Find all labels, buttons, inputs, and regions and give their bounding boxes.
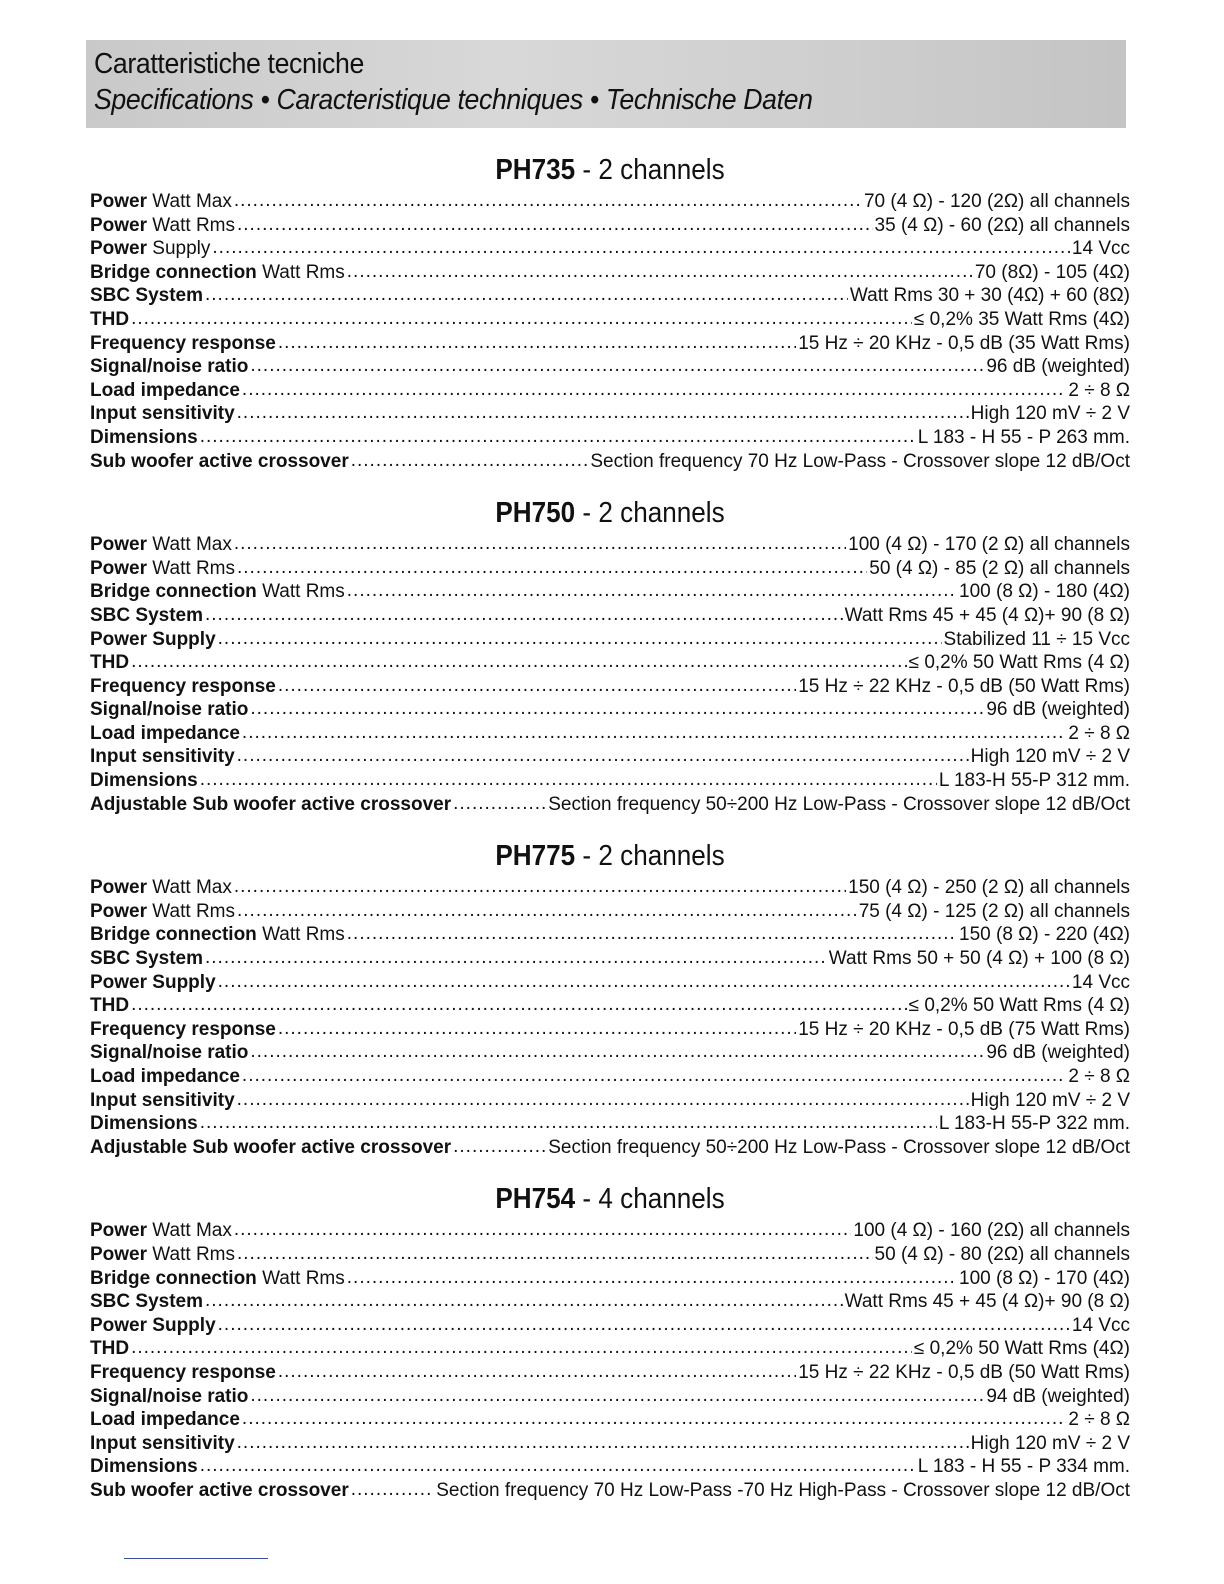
spec-value: ≤ 0,2% 35 Watt Rms (4Ω) — [913, 308, 1130, 330]
spec-label-bold: Bridge connection — [90, 581, 257, 603]
spec-row — [90, 214, 1130, 238]
spec-label-bold: Load impedance — [90, 722, 240, 744]
spec-row — [90, 557, 1130, 581]
spec-label-bold: Dimensions — [90, 1456, 198, 1478]
spec-label — [90, 1408, 240, 1432]
spec-value: 96 dB (weighted) — [986, 356, 1130, 378]
spec-label — [90, 237, 210, 261]
spec-value: Section frequency 50÷200 Hz Low-Pass - Crossover slope 12 dB/Oct — [548, 1136, 1130, 1158]
spec-label-bold: Load impedance — [90, 1066, 240, 1087]
dot-leader — [131, 307, 912, 331]
spec-row — [90, 628, 1130, 652]
spec-label — [90, 1385, 248, 1409]
spec-label-bold: Input sensitivity — [90, 403, 235, 425]
spec-label — [90, 876, 232, 900]
spec-value: 96 dB (weighted) — [986, 699, 1130, 721]
spec-label-bold: Dimensions — [90, 426, 198, 448]
dot-leader — [237, 213, 873, 237]
spec-label — [90, 190, 232, 214]
spec-value: 2 ÷ 8 Ω — [1068, 379, 1130, 401]
spec-value: 15 Hz ÷ 20 KHz - 0,5 dB (75 Watt Rms) — [798, 1018, 1130, 1040]
spec-label — [90, 284, 203, 308]
spec-label-normal: Watt Rms — [256, 261, 345, 283]
spec-row — [90, 237, 1130, 261]
spec-row — [90, 745, 1130, 769]
spec-label — [90, 793, 451, 817]
dot-leader — [234, 1218, 852, 1242]
spec-row — [90, 426, 1130, 450]
spec-label-normal: Watt Rms — [256, 1267, 345, 1289]
spec-value: 100 (4 Ω) - 160 (2Ω) all channels — [853, 1220, 1130, 1242]
spec-label — [90, 971, 216, 995]
section-title — [142, 1179, 1078, 1219]
spec-row — [90, 402, 1130, 426]
spec-label-normal: Watt Rms — [147, 900, 235, 922]
spec-label-bold: Frequency response — [90, 675, 276, 697]
spec-section-ph754 — [90, 1179, 1130, 1502]
dot-leader — [218, 1313, 1070, 1337]
dot-leader — [347, 579, 957, 603]
spec-row — [90, 1089, 1130, 1113]
page-title: Caratteristiche tecniche — [94, 48, 364, 80]
spec-label-bold: Input sensitivity — [90, 1089, 235, 1111]
spec-value: 70 (4 Ω) - 120 (2Ω) all channels — [863, 191, 1130, 212]
dot-leader — [237, 1431, 969, 1455]
dot-leader — [200, 1111, 937, 1135]
spec-section-ph750 — [90, 493, 1130, 816]
spec-row — [90, 994, 1130, 1018]
spec-value: High 120 mV ÷ 2 V — [970, 746, 1130, 768]
dot-leader — [205, 946, 827, 970]
spec-value: 94 dB (weighted) — [986, 1385, 1130, 1407]
dot-leader — [234, 189, 862, 213]
spec-label-bold: Signal/noise ratio — [90, 1385, 249, 1407]
model-name: PH754 — [495, 1183, 576, 1216]
spec-label — [90, 1314, 216, 1338]
spec-label-bold: Bridge connection — [90, 1267, 257, 1289]
spec-label-normal: Watt Max — [147, 191, 232, 212]
spec-label-bold: SBC System — [90, 285, 203, 307]
spec-label — [90, 1243, 235, 1267]
spec-row — [90, 1455, 1130, 1479]
spec-label-normal: Watt Max — [147, 1220, 232, 1242]
spec-row — [90, 722, 1130, 746]
dot-leader — [347, 260, 973, 284]
dot-leader — [237, 899, 857, 923]
dot-leader — [250, 354, 984, 378]
dot-leader — [347, 1266, 957, 1290]
spec-row — [90, 947, 1130, 971]
dot-leader — [205, 283, 848, 307]
spec-row — [90, 190, 1130, 214]
spec-label — [90, 769, 198, 793]
spec-label-bold: Sub woofer active crossover — [90, 1479, 349, 1501]
spec-value: 2 ÷ 8 Ω — [1068, 1066, 1130, 1087]
spec-row — [90, 793, 1130, 817]
spec-label — [90, 533, 232, 557]
dot-leader — [237, 1088, 969, 1112]
section-title — [142, 836, 1078, 876]
spec-row — [90, 1337, 1130, 1361]
spec-label — [90, 1089, 235, 1113]
spec-label — [90, 580, 345, 604]
spec-label — [90, 332, 276, 356]
channel-count: - 2 channels — [575, 840, 725, 873]
spec-row — [90, 332, 1130, 356]
section-title — [142, 493, 1078, 533]
dot-leader — [131, 1336, 912, 1360]
spec-label — [90, 426, 198, 450]
spec-label — [90, 923, 345, 947]
channel-count: - 2 channels — [575, 497, 725, 530]
spec-row — [90, 1018, 1130, 1042]
dot-leader — [234, 532, 846, 556]
spec-row — [90, 651, 1130, 675]
dot-leader — [250, 697, 984, 721]
spec-row — [90, 1385, 1130, 1409]
dot-leader — [278, 674, 796, 698]
spec-row — [90, 261, 1130, 285]
spec-label-normal: Watt Rms — [147, 557, 235, 579]
spec-label-bold: Load impedance — [90, 379, 240, 401]
dot-leader — [212, 236, 1070, 260]
spec-label-bold: Power — [90, 900, 148, 922]
spec-section-ph735 — [90, 150, 1130, 473]
spec-label-bold: Sub woofer active crossover — [90, 450, 349, 472]
spec-label — [90, 1136, 451, 1160]
spec-row — [90, 379, 1130, 403]
spec-label-bold: SBC System — [90, 604, 203, 626]
spec-label-bold: Adjustable Sub woofer active crossover — [90, 793, 452, 815]
spec-label-bold: Power — [90, 214, 148, 236]
spec-value: 50 (4 Ω) - 80 (2Ω) all channels — [874, 1243, 1130, 1265]
spec-label-normal: Watt Max — [147, 534, 232, 556]
spec-value: 15 Hz ÷ 20 KHz - 0,5 dB (35 Watt Rms) — [798, 332, 1130, 354]
spec-label-bold: Power — [90, 191, 148, 212]
spec-value: High 120 mV ÷ 2 V — [970, 1432, 1130, 1454]
spec-row — [90, 698, 1130, 722]
spec-row — [90, 604, 1130, 628]
spec-label-bold: Frequency response — [90, 1361, 276, 1383]
spec-label-bold: Dimensions — [90, 1113, 198, 1135]
spec-label — [90, 1337, 129, 1361]
spec-row — [90, 1243, 1130, 1267]
spec-row — [90, 1290, 1130, 1314]
dot-leader — [250, 1040, 984, 1064]
model-name: PH775 — [495, 840, 576, 873]
spec-row — [90, 1065, 1130, 1089]
spec-value: Watt Rms 45 + 45 (4 Ω)+ 90 (8 Ω) — [844, 604, 1130, 626]
dot-leader — [278, 1360, 796, 1384]
spec-label — [90, 745, 235, 769]
spec-label — [90, 1112, 198, 1136]
spec-label — [90, 1479, 349, 1503]
spec-label-normal: Watt Rms — [256, 581, 345, 603]
header-banner — [86, 40, 1126, 128]
dot-leader — [278, 331, 796, 355]
spec-row — [90, 1112, 1130, 1136]
spec-label-bold: Power Supply — [90, 628, 216, 650]
spec-label — [90, 900, 235, 924]
spec-label-bold: Input sensitivity — [90, 746, 235, 768]
spec-label — [90, 651, 129, 675]
spec-row — [90, 1432, 1130, 1456]
spec-value: 100 (8 Ω) - 180 (4Ω) — [959, 581, 1130, 603]
spec-label-bold: THD — [90, 995, 130, 1017]
spec-label — [90, 308, 129, 332]
spec-label-normal: Watt Max — [147, 877, 232, 899]
dot-leader — [242, 1064, 1066, 1088]
spec-row — [90, 900, 1130, 924]
spec-row — [90, 533, 1130, 557]
spec-value: Section frequency 70 Hz Low-Pass -70 Hz High-Pass - Crossover slope 12 dB/Oct — [436, 1479, 1130, 1501]
dot-leader — [205, 603, 843, 627]
spec-label — [90, 1361, 276, 1385]
spec-label-bold: SBC System — [90, 948, 203, 970]
spec-label — [90, 402, 235, 426]
spec-label-bold: THD — [90, 652, 130, 674]
spec-label — [90, 1018, 276, 1042]
spec-value: ≤ 0,2% 50 Watt Rms (4 Ω) — [908, 995, 1130, 1017]
spec-row — [90, 284, 1130, 308]
spec-row — [90, 1041, 1130, 1065]
spec-label-bold: Dimensions — [90, 770, 198, 792]
dot-leader — [242, 378, 1066, 402]
dot-leader — [200, 768, 937, 792]
spec-label — [90, 261, 345, 285]
spec-label-bold: THD — [90, 308, 130, 330]
dot-leader — [237, 556, 867, 580]
spec-label — [90, 355, 248, 379]
spec-label — [90, 604, 203, 628]
spec-value: L 183 - H 55 - P 334 mm. — [917, 1456, 1130, 1478]
dot-leader — [242, 721, 1066, 745]
dot-leader — [237, 401, 969, 425]
spec-label-bold: Power Supply — [90, 971, 216, 993]
spec-label — [90, 1267, 345, 1291]
spec-label — [90, 947, 203, 971]
spec-label-normal: Supply — [147, 238, 211, 260]
spec-label-normal: Watt Rms — [147, 1243, 235, 1265]
spec-value: 150 (4 Ω) - 250 (2 Ω) all channels — [848, 877, 1130, 899]
spec-row — [90, 450, 1130, 474]
spec-value: Watt Rms 30 + 30 (4Ω) + 60 (8Ω) — [849, 285, 1130, 307]
spec-value: 15 Hz ÷ 22 KHz - 0,5 dB (50 Watt Rms) — [798, 1361, 1130, 1383]
spec-value: 14 Vcc — [1071, 971, 1130, 993]
spec-label — [90, 1432, 235, 1456]
spec-value: ≤ 0,2% 50 Watt Rms (4Ω) — [913, 1338, 1130, 1360]
spec-row — [90, 1314, 1130, 1338]
dot-leader — [237, 744, 969, 768]
spec-row — [90, 1408, 1130, 1432]
spec-row — [90, 1361, 1130, 1385]
spec-label — [90, 698, 248, 722]
spec-label-bold: Power — [90, 877, 148, 899]
spec-value: 100 (4 Ω) - 170 (2 Ω) all channels — [848, 534, 1130, 556]
spec-label-normal: Watt Rms — [256, 924, 345, 946]
dot-leader — [205, 1289, 843, 1313]
spec-row — [90, 923, 1130, 947]
spec-label-bold: Power — [90, 1220, 148, 1242]
spec-label-bold: Input sensitivity — [90, 1432, 235, 1454]
spec-row — [90, 308, 1130, 332]
spec-label-bold: Adjustable Sub woofer active crossover — [90, 1136, 452, 1158]
spec-label-bold: THD — [90, 1338, 130, 1360]
spec-label — [90, 722, 240, 746]
spec-value: Watt Rms 50 + 50 (4 Ω) + 100 (8 Ω) — [828, 948, 1130, 970]
spec-value: 70 (8Ω) - 105 (4Ω) — [974, 261, 1130, 283]
dot-leader — [131, 993, 907, 1017]
spec-label-bold: Signal/noise ratio — [90, 1042, 249, 1064]
dot-leader — [200, 1454, 916, 1478]
model-name: PH735 — [495, 154, 576, 186]
spec-label-bold: Signal/noise ratio — [90, 356, 249, 378]
dot-leader — [218, 970, 1070, 994]
dot-leader — [453, 1135, 546, 1159]
spec-label-bold: Power — [90, 557, 148, 579]
page-subtitle: Specifications • Caracteristique techniques • Technische Daten — [94, 84, 813, 116]
spec-row — [90, 355, 1130, 379]
spec-row — [90, 1267, 1130, 1291]
channel-count: - 4 channels — [575, 1183, 725, 1216]
spec-label-bold: Frequency response — [90, 1018, 276, 1040]
spec-label — [90, 379, 240, 403]
spec-value: 2 ÷ 8 Ω — [1068, 722, 1130, 744]
spec-value: 75 (4 Ω) - 125 (2 Ω) all channels — [858, 900, 1130, 922]
spec-value: L 183 - H 55 - P 263 mm. — [917, 426, 1130, 448]
spec-label-bold: Power — [90, 1243, 148, 1265]
dot-leader — [351, 1478, 434, 1502]
spec-value: Section frequency 70 Hz Low-Pass - Crossover slope 12 dB/Oct — [590, 450, 1130, 472]
spec-row — [90, 876, 1130, 900]
spec-label — [90, 1041, 248, 1065]
spec-value: 35 (4 Ω) - 60 (2Ω) all channels — [874, 214, 1130, 236]
spec-label-bold: Bridge connection — [90, 261, 257, 283]
spec-label — [90, 994, 129, 1018]
spec-label — [90, 450, 349, 474]
spec-label — [90, 628, 216, 652]
spec-label — [90, 1290, 203, 1314]
spec-row — [90, 769, 1130, 793]
dot-leader — [347, 922, 957, 946]
spec-label — [90, 214, 235, 238]
spec-value: 2 ÷ 8 Ω — [1068, 1409, 1130, 1431]
dot-leader — [234, 875, 846, 899]
spec-label-bold: Signal/noise ratio — [90, 699, 249, 721]
dot-leader — [131, 650, 907, 674]
dot-leader — [218, 627, 942, 651]
dot-leader — [237, 1242, 873, 1266]
spec-label — [90, 557, 235, 581]
spec-value: ≤ 0,2% 50 Watt Rms (4 Ω) — [908, 652, 1130, 674]
spec-value: Section frequency 50÷200 Hz Low-Pass - Crossover slope 12 dB/Oct — [548, 793, 1130, 815]
channel-count: - 2 channels — [575, 154, 725, 186]
spec-row — [90, 1479, 1130, 1503]
spec-row — [90, 1136, 1130, 1160]
dot-leader — [278, 1017, 796, 1041]
spec-value: L 183-H 55-P 312 mm. — [938, 770, 1130, 792]
spec-value: 96 dB (weighted) — [986, 1042, 1130, 1064]
spec-value: 14 Vcc — [1071, 238, 1130, 260]
dot-leader — [351, 449, 589, 473]
spec-row — [90, 580, 1130, 604]
spec-row — [90, 971, 1130, 995]
spec-value: 100 (8 Ω) - 170 (4Ω) — [959, 1267, 1130, 1289]
spec-label — [90, 1219, 232, 1243]
spec-section-ph775 — [90, 836, 1130, 1159]
spec-row — [90, 1219, 1130, 1243]
spec-value: High 120 mV ÷ 2 V — [970, 403, 1130, 425]
spec-value: L 183-H 55-P 322 mm. — [938, 1113, 1130, 1135]
spec-label-bold: Load impedance — [90, 1409, 240, 1431]
spec-sheet — [90, 150, 1130, 1523]
spec-label — [90, 675, 276, 699]
dot-leader — [250, 1384, 984, 1408]
footer-rule — [124, 1558, 268, 1559]
spec-value: 50 (4 Ω) - 85 (2 Ω) all channels — [869, 557, 1130, 579]
spec-label-bold: Power Supply — [90, 1314, 216, 1336]
section-title — [142, 150, 1078, 190]
spec-label — [90, 1065, 240, 1089]
dot-leader — [242, 1407, 1066, 1431]
spec-value: 150 (8 Ω) - 220 (4Ω) — [959, 924, 1130, 946]
spec-label-normal: Watt Rms — [147, 214, 235, 236]
spec-label-bold: Power — [90, 534, 148, 556]
spec-value: 15 Hz ÷ 22 KHz - 0,5 dB (50 Watt Rms) — [798, 675, 1130, 697]
spec-label-bold: SBC System — [90, 1291, 203, 1313]
spec-value: Stabilized 11 ÷ 15 Vcc — [943, 628, 1130, 650]
model-name: PH750 — [495, 497, 576, 530]
spec-label — [90, 1455, 198, 1479]
spec-label-bold: Power — [90, 238, 148, 260]
spec-label-bold: Frequency response — [90, 332, 276, 354]
spec-row — [90, 675, 1130, 699]
spec-value: High 120 mV ÷ 2 V — [970, 1089, 1130, 1111]
dot-leader — [453, 792, 546, 816]
spec-value: 14 Vcc — [1071, 1314, 1130, 1336]
spec-value: Watt Rms 45 + 45 (4 Ω)+ 90 (8 Ω) — [844, 1291, 1130, 1313]
spec-label-bold: Bridge connection — [90, 924, 257, 946]
dot-leader — [200, 425, 916, 449]
